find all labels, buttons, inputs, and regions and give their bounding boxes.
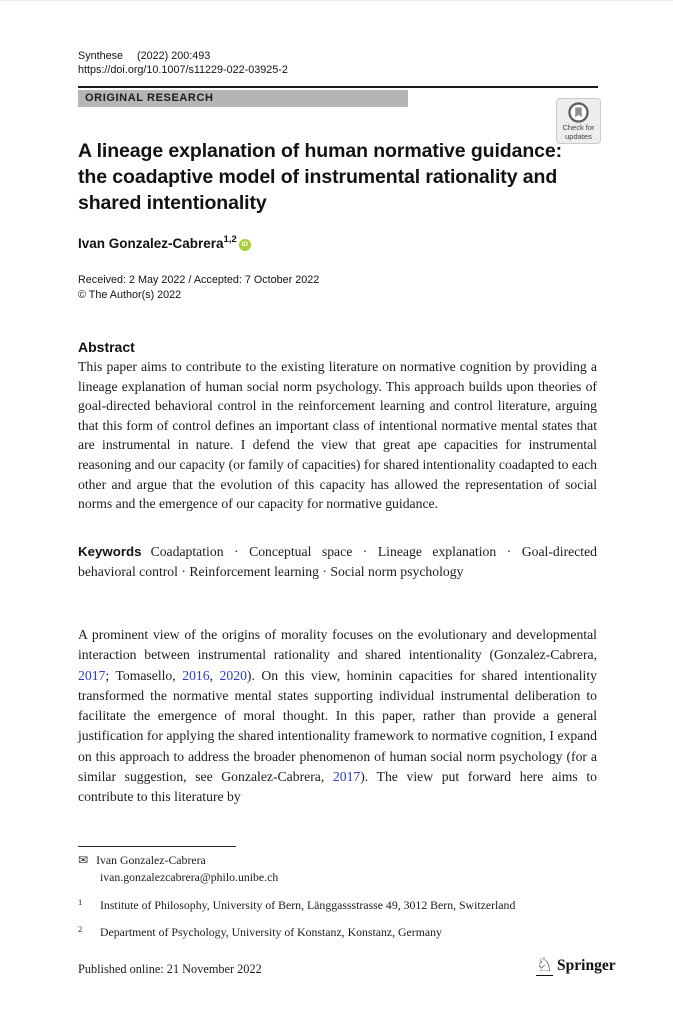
springer-horse-icon: ♘ [536,954,554,976]
envelope-icon: ✉ [78,853,89,867]
correspondence-row [78,853,206,868]
correspondence-name: Ivan Gonzalez-Cabrera [96,853,206,867]
keywords-text: Coadaptation · Conceptual space · Lineage explanation · Goal-directed behavioral control · Reinforcement learning · Social norm psychology [78,544,597,579]
check-for-updates-label: Check for updates [562,123,595,141]
affiliation-1-text: Institute of Philosophy, University of Bern, Länggassstrasse 49, 3012 Bern, Switzerland [100,898,516,912]
affiliation-2-text: Department of Psychology, University of Konstanz, Konstanz, Germany [100,925,442,939]
article-title: A lineage explanation of human normative guidance: the coadaptive model of instrumental rationality and shared intentionality [78,140,563,214]
springer-logo [536,955,616,976]
author-name: Ivan Gonzalez-Cabrera [78,236,224,251]
affiliation-2-marker: 2 [78,924,83,934]
citation-link[interactable]: 2017 [332,769,361,785]
text-segment: ). The view put forward here aims to contribute to this literature by [78,769,597,805]
affiliation-2 [78,924,597,940]
copyright-line: © The Author(s) 2022 [78,289,182,301]
citation-link[interactable]: 2016 [182,667,210,683]
author-row [78,234,251,251]
abstract-heading: Abstract [78,339,135,355]
body-paragraph [78,625,597,808]
citation-link[interactable]: 2020 [219,667,247,683]
footnote-rule [78,846,236,847]
citation-link[interactable]: 2017 [78,667,106,683]
article-meta [78,273,319,303]
crossmark-bookmark-icon [567,101,590,124]
text-segment: ; Tomasello, [105,667,183,683]
text-segment: , [209,667,220,683]
keywords-block [78,542,597,581]
article-type-label: ORIGINAL RESEARCH [85,92,214,104]
correspondence-email: ivan.gonzalezcabrera@philo.unibe.ch [100,870,279,884]
author-affiliation-marks: 1,2 [223,234,237,245]
received-accepted: Received: 2 May 2022 / Accepted: 7 October 2022 [78,274,320,286]
keywords-label: Keywords [78,544,142,559]
header-rule [78,86,598,88]
text-segment: A prominent view of the origins of morality focuses on the evolutionary and developmental interaction between instrumental rationality and shared intentionality (Gonzalez-Cabrera, [78,627,597,663]
abstract-text: This paper aims to contribute to the existing literature on normative cognition by providing a lineage explanation of human social norm psychology. This approach builds upon theories of goal-directed behavioral control in the reinforcement learning and control literature, arguing that this form of control defines an important class of intentional normative mental states that are instrumental in nature. I defend the view that great ape capacities for instrumental reasoning and our capacity (or family of capacities) for shared intentionality coadapted to each other and argue that the evolution of this capacity has allowed the representation of social norms and the emergence of our capacity for normative guidance. [78,359,597,512]
springer-wordmark: Springer [557,956,616,974]
affiliation-1 [78,897,597,913]
journal-issue: (2022) 200:493 [137,50,211,62]
journal-header [78,50,210,62]
published-online: Published online: 21 November 2022 [78,962,262,976]
article-type-banner [78,90,408,107]
orcid-icon[interactable]: iD [239,239,251,251]
doi-link[interactable]: https://doi.org/10.1007/s11229-022-03925-2 [78,64,288,76]
text-segment: ). On this view, hominin capacities for shared intentionality transformed the normative mental states supporting individual instrumental deliberation to facilitate the emergence of moral thought. In this paper, rather than provide a general justification for applying the shared intentionality framework to normative cognition, I expand on this approach to address the broader phenomenon of human social norm psychology (for a similar suggestion, see Gonzalez-Cabrera, [78,667,597,785]
affiliation-1-marker: 1 [78,897,83,907]
journal-name: Synthese [78,50,124,62]
